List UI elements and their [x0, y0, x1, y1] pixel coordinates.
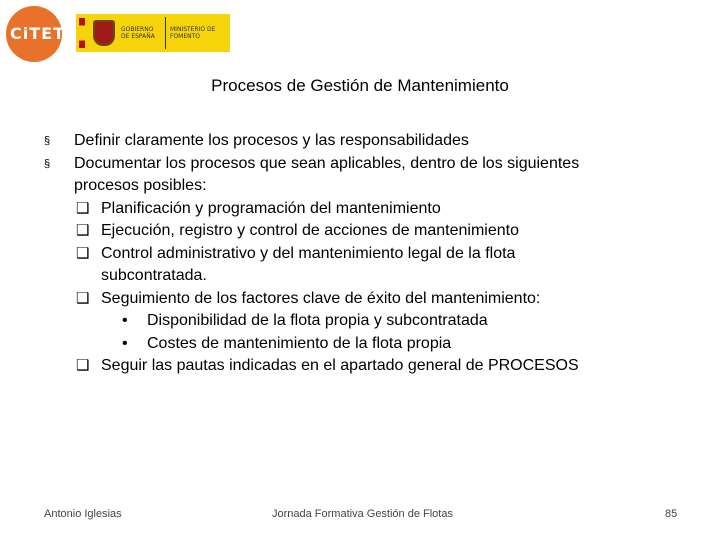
government-text: GOBIERNO DE ESPAÑA: [121, 26, 155, 40]
slide-title: Procesos de Gestión de Mantenimiento: [211, 76, 509, 95]
sub-bullet-text: Control administrativo y del mantenimiento legal de la flota: [101, 244, 516, 262]
logo-divider: [165, 17, 166, 49]
dot-bullet-icon: •: [122, 334, 128, 352]
square-bullet-icon: §: [44, 135, 51, 147]
sub-sub-bullet-item: [44, 310, 684, 333]
sub-bullet-item: [44, 355, 684, 378]
checkbox-bullet-icon: ❑: [76, 289, 90, 307]
citet-logo-text: CiTET: [10, 24, 65, 43]
flag-icon: [79, 18, 85, 48]
citet-logo: [6, 6, 64, 64]
square-bullet-icon: §: [44, 157, 51, 170]
sub-bullet-item: [44, 198, 684, 221]
sub-bullet-item: [44, 220, 684, 243]
sub-bullet-continuation: subcontratada.: [101, 267, 207, 284]
coat-of-arms-icon: [93, 20, 115, 46]
sub-bullet-text: Ejecución, registro y control de acciones de mantenimiento: [101, 222, 519, 239]
page-number: 85: [665, 508, 678, 520]
checkbox-bullet-icon: ❑: [76, 199, 90, 217]
bullet-item: [44, 153, 684, 176]
slide-content: [44, 130, 684, 378]
sub-bullet-text: Seguir las pautas indicadas en el apartado general de PROCESOS: [101, 357, 579, 374]
sub-bullet-text: Planificación y programación del mantenimiento: [101, 199, 441, 217]
checkbox-bullet-icon: ❑: [76, 357, 90, 374]
checkbox-bullet-icon: ❑: [76, 244, 90, 262]
sub-bullet-item: [44, 243, 684, 266]
bullet-continuation: procesos posibles:: [74, 177, 207, 194]
checkbox-bullet-icon: ❑: [76, 222, 90, 239]
sub-sub-bullet-item: [44, 333, 684, 356]
header: [0, 0, 720, 70]
bullet-text: Documentar los procesos que sean aplicables, dentro de los siguientes: [74, 154, 580, 172]
sub-bullet-item: [44, 288, 684, 311]
sub-sub-bullet-text: Costes de mantenimiento de la flota propia: [147, 334, 452, 352]
footer-event: Jornada Formativa Gestión de Flotas: [272, 508, 453, 520]
bullet-item: [44, 130, 684, 153]
footer-author: Antonio Iglesias: [44, 508, 122, 520]
ministry-text: MINISTERIO DE FOMENTO: [170, 26, 216, 40]
dot-bullet-icon: •: [122, 312, 128, 329]
bullet-text: Definir claramente los procesos y las responsabilidades: [74, 132, 469, 149]
sub-sub-bullet-text: Disponibilidad de la flota propia y subcontratada: [147, 312, 488, 329]
government-logo: [76, 14, 230, 52]
sub-bullet-text: Seguimiento de los factores clave de éxito del mantenimiento:: [101, 289, 541, 307]
